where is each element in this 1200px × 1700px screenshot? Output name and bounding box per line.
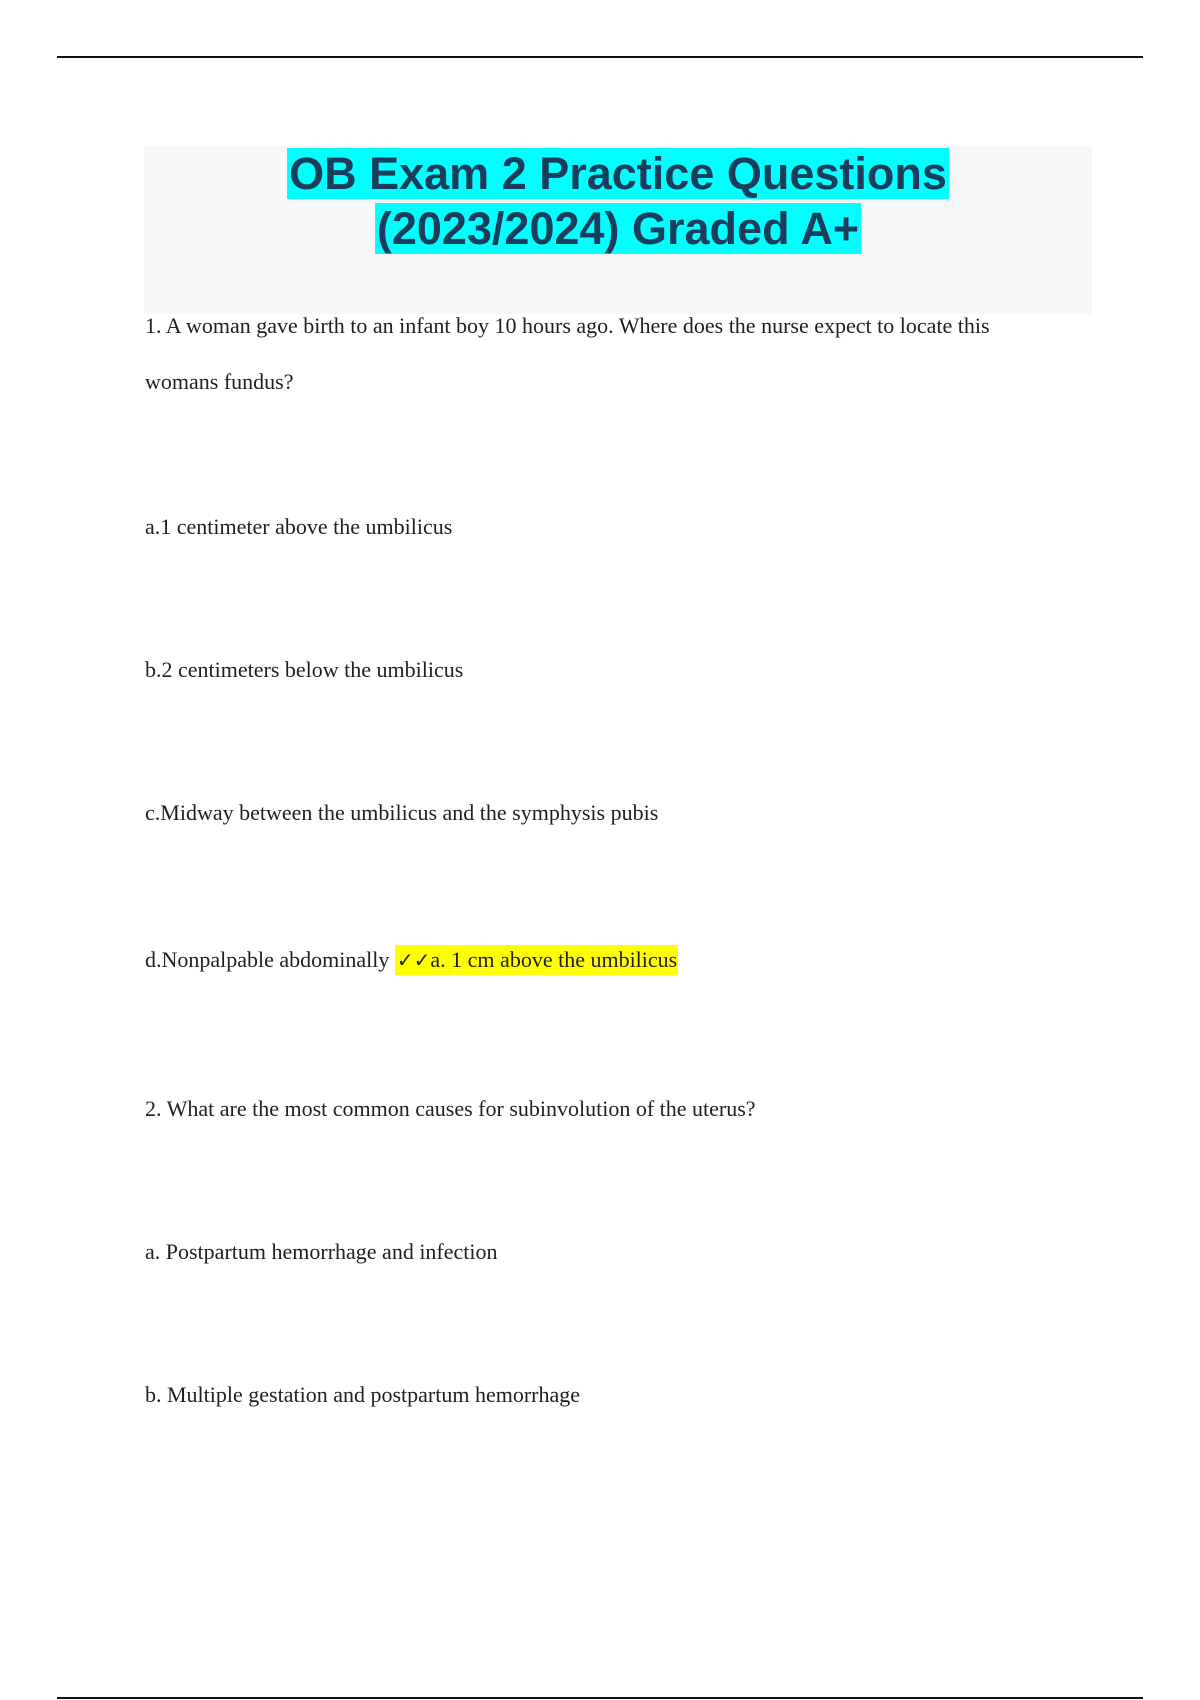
title-line-2: (2023/2024) Graded A+ xyxy=(376,203,860,254)
question-1-prompt-line-1: 1. A woman gave birth to an infant boy 10 hours ago. Where does the nurse expect to locate this xyxy=(145,313,990,338)
question-2-option-b: b. Multiple gestation and postpartum hemorrhage xyxy=(145,1382,581,1407)
question-1-prompt-line-2: womans fundus? xyxy=(145,369,294,394)
top-rule xyxy=(57,56,1143,58)
question-1-answer-highlight xyxy=(395,945,678,975)
double-check-icon: ✓✓ xyxy=(396,948,431,972)
question-2-option-a: a. Postpartum hemorrhage and infection xyxy=(145,1239,498,1264)
question-1-option-b: b.2 centimeters below the umbilicus xyxy=(145,657,464,682)
question-1-option-d-row xyxy=(145,946,678,974)
question-2-prompt-line-1: 2. What are the most common causes for subinvolution of the uterus? xyxy=(145,1096,756,1121)
question-1-answer-text: a. 1 cm above the umbilicus xyxy=(430,947,678,972)
question-1-option-c: c.Midway between the umbilicus and the symphysis pubis xyxy=(145,800,659,825)
bottom-rule xyxy=(57,1697,1143,1699)
question-1-option-d: d.Nonpalpable abdominally xyxy=(145,947,390,972)
title-line-1: OB Exam 2 Practice Questions xyxy=(289,148,947,199)
question-1-option-a: a.1 centimeter above the umbilicus xyxy=(145,514,453,539)
document-title xyxy=(144,146,1092,256)
